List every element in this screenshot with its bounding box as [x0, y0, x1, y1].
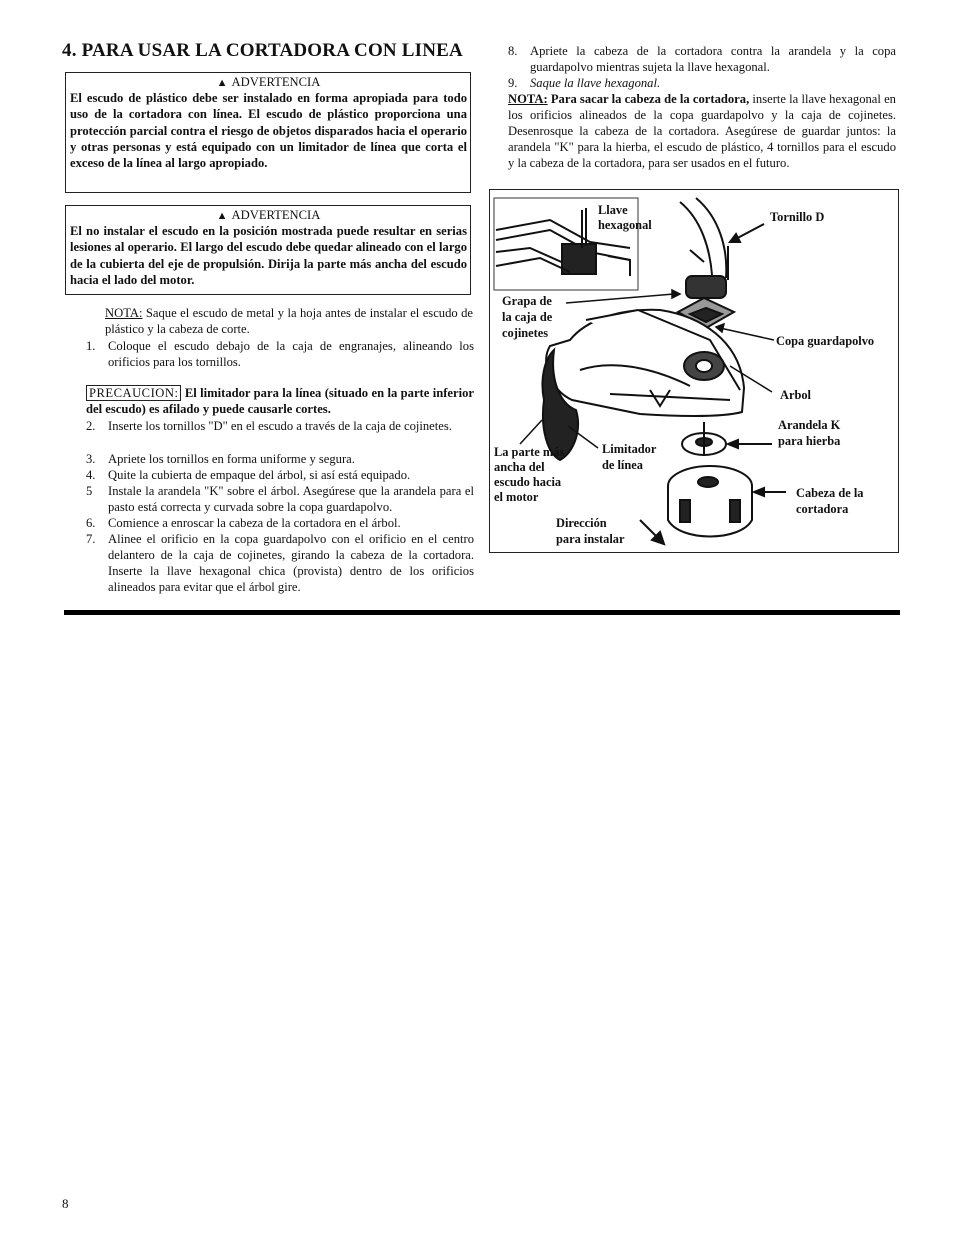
label-parte-2: ancha del	[494, 460, 545, 474]
dust-cup-arrow-icon	[716, 324, 774, 340]
precaucion-label: PRECAUCION:	[86, 385, 181, 401]
label-copa: Copa guardapolvo	[776, 334, 875, 348]
step-9	[508, 75, 896, 92]
nota-bold-text: Para sacar la cabeza de la cortadora,	[550, 92, 750, 106]
warning-text-2: El no instalar el escudo en la posición mostrada puede resultar en serias lesiones al operario. El largo del escudo debe quedar alineado con el largo de la cubierta del eje de propulsión. Dirija la parte más ancha del escudo hacia el lado del motor.	[70, 224, 467, 287]
step-number: 6.	[86, 516, 96, 530]
warning-text-1: El escudo de plástico debe ser instalado en forma apropiada para todo uso de la cortadora con línea. El escudo de plástico proporciona una protección parcial contra el riesgo de objetos disparados hacia el operario y otras personas y está equipado con un limitador de línea que corta el exceso de la línea al largo apropiado.	[70, 91, 467, 171]
warning-triangle-icon: ▲	[216, 210, 228, 222]
warning-triangle-icon: ▲	[216, 77, 228, 89]
assembly-figure	[489, 189, 899, 553]
step-number: 1.	[86, 339, 96, 353]
label-tornillo-d: Tornillo D	[770, 210, 825, 224]
step-2	[86, 418, 474, 452]
step-3	[86, 451, 474, 468]
step-text: Saque la llave hexagonal.	[530, 76, 661, 90]
step-4	[86, 467, 474, 484]
step-6	[86, 515, 474, 532]
precaucion-paragraph	[86, 385, 474, 417]
step-number: 3.	[86, 452, 96, 466]
step-text: Coloque el escudo debajo de la caja de engranajes, alineando los orificios para los tornillos.	[108, 339, 474, 369]
warning-heading-2: ▲ ADVERTENCIA	[216, 208, 321, 222]
step-text: Inserte los tornillos "D" en el escudo a través de la caja de cojinetes.	[108, 419, 452, 433]
nota-text: Saque el escudo de metal y la hoja antes de instalar el escudo de plástico y la cabeza de corte.	[105, 306, 473, 336]
step-text: Quite la cubierta de empaque del árbol, si así está equipado.	[108, 468, 411, 482]
warning-heading-1: ▲ ADVERTENCIA	[216, 75, 321, 89]
nota-paragraph	[105, 305, 473, 337]
section-divider	[64, 610, 900, 615]
step-text: Apriete los tornillos en forma uniforme y segura.	[108, 452, 355, 466]
nota-label: NOTA:	[105, 306, 143, 320]
step-text: Alinee el orificio en la copa guardapolvo con el orificio en el centro delantero de la caja de cojinetes, girando la cabeza de la cortadora. Inserte la llave hexagonal chica (provista) dentro de los orificios alineados para evitar que el árbol gire.	[108, 532, 474, 594]
label-limitador-2: de línea	[602, 458, 643, 472]
label-arandela: Arandela K	[778, 418, 841, 432]
label-parte-3: escudo hacia	[494, 475, 562, 489]
step-7	[86, 531, 474, 597]
precaucion-text: El limitador para la línea (situado en la parte inferior del escudo) es afilado y puede causarle cortes.	[86, 386, 474, 416]
label-direccion-2: para instalar	[556, 532, 625, 546]
step-text: Apriete la cabeza de la cortadora contra la arandela y la copa guardapolvo mientras sujeta la llave hexagonal.	[530, 44, 896, 74]
step-number: 2.	[86, 419, 96, 433]
step-5	[86, 483, 474, 517]
warning-box-1	[65, 72, 471, 193]
trimmer-head-icon	[668, 466, 786, 537]
page-title: 4. PARA USAR LA CORTADORA CON LINEA	[62, 40, 463, 61]
step-number: 5	[86, 484, 93, 498]
page-number: 8	[62, 1196, 69, 1211]
clamp-arrow-icon	[566, 290, 680, 303]
label-hexagonal: hexagonal	[598, 218, 652, 232]
step-text: Comience a enroscar la cabeza de la cortadora en el árbol.	[108, 516, 401, 530]
label-direccion: Dirección	[556, 516, 607, 530]
label-cabeza-2: cortadora	[796, 502, 849, 516]
label-grapa: Grapa de	[502, 294, 552, 308]
label-limitador: Limitador	[602, 442, 657, 456]
screw-arrow-icon	[728, 224, 764, 280]
drive-shaft-icon	[680, 198, 726, 278]
label-arandela-2: para hierba	[778, 434, 841, 448]
step-number: 7.	[86, 532, 96, 546]
label-llave: Llave	[598, 203, 628, 217]
step-text: Instale la arandela "K" sobre el árbol. Asegúrese que la arandela para el pasto está correcta y curvada sobre la copa guardapolvo.	[108, 484, 474, 514]
step-number: 8.	[508, 44, 518, 58]
label-grapa-3: cojinetes	[502, 326, 549, 340]
warning-box-2	[65, 205, 471, 295]
step-1	[86, 338, 474, 372]
label-parte-4: el motor	[494, 490, 539, 504]
step-8	[508, 43, 896, 77]
step-number: 9.	[508, 76, 518, 90]
nota-text: inserte la llave hexagonal en los orificios alineados de la copa guardapolvo y la caja de cojinetes. Desenrosque la cabeza de la cortadora. Asegúrese de guardar juntos: la arandela "K" para la hierba, el escudo de plástico, 4 tornillos para el escudo y la cabeza de la cortadora, para ser usados en el futuro.	[508, 92, 896, 170]
label-cabeza: Cabeza de la	[796, 486, 864, 500]
direction-arrow-icon	[640, 520, 664, 544]
washer-k-icon	[682, 422, 772, 456]
label-arbol: Arbol	[780, 388, 811, 402]
nota-label: NOTA:	[508, 92, 548, 106]
nota-removal-paragraph	[508, 91, 896, 171]
label-grapa-2: la caja de	[502, 310, 553, 324]
label-parte-1: La parte más	[494, 445, 565, 459]
step-number: 4.	[86, 468, 96, 482]
